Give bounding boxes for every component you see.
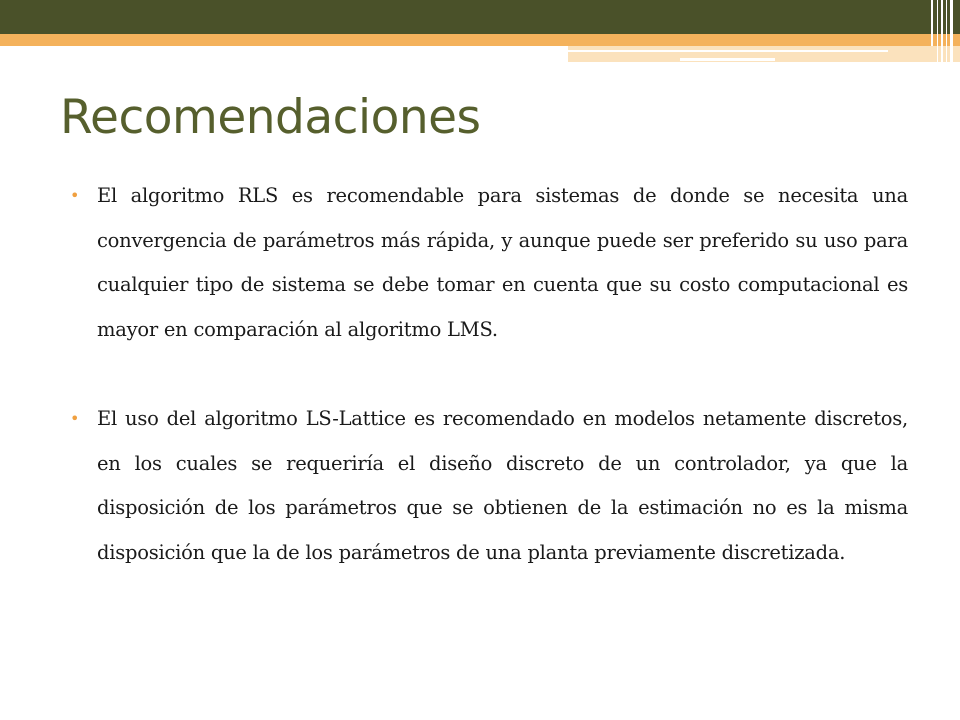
slide-title: Recomendaciones — [60, 90, 481, 145]
bullet-list — [70, 174, 908, 575]
bullet-item — [70, 397, 908, 575]
banner-stripe — [931, 0, 933, 46]
banner-stripe — [950, 0, 953, 62]
banner-stripe — [946, 0, 947, 62]
bullet-icon: • — [70, 186, 80, 205]
bullet-item — [70, 174, 908, 352]
bullet-text: El uso del algoritmo LS-Lattice es recomendado en modelos netamente discretos, en los cuales se requeriría el diseño discreto de un controlador, ya que la disposición de los parámetros que se obtienen de la estimación no es la misma disposición que la de los parámetros de una planta previamente discretizada. — [97, 407, 908, 564]
bullet-text: El algoritmo RLS es recomendable para sistemas de donde se necesita una convergencia de parámetros más rápida, y aunque puede ser preferido su uso para cualquier tipo de sistema se debe tomar en cuenta que su costo computacional es mayor en comparación al algoritmo LMS. — [97, 184, 908, 341]
banner-stripe — [941, 0, 943, 62]
banner-stripe — [937, 0, 938, 62]
bullet-icon: • — [70, 409, 80, 428]
banner-dark-band — [0, 0, 960, 34]
banner-orange-band — [0, 34, 960, 46]
banner-white-line-short — [680, 58, 775, 61]
banner-white-line — [568, 50, 888, 52]
